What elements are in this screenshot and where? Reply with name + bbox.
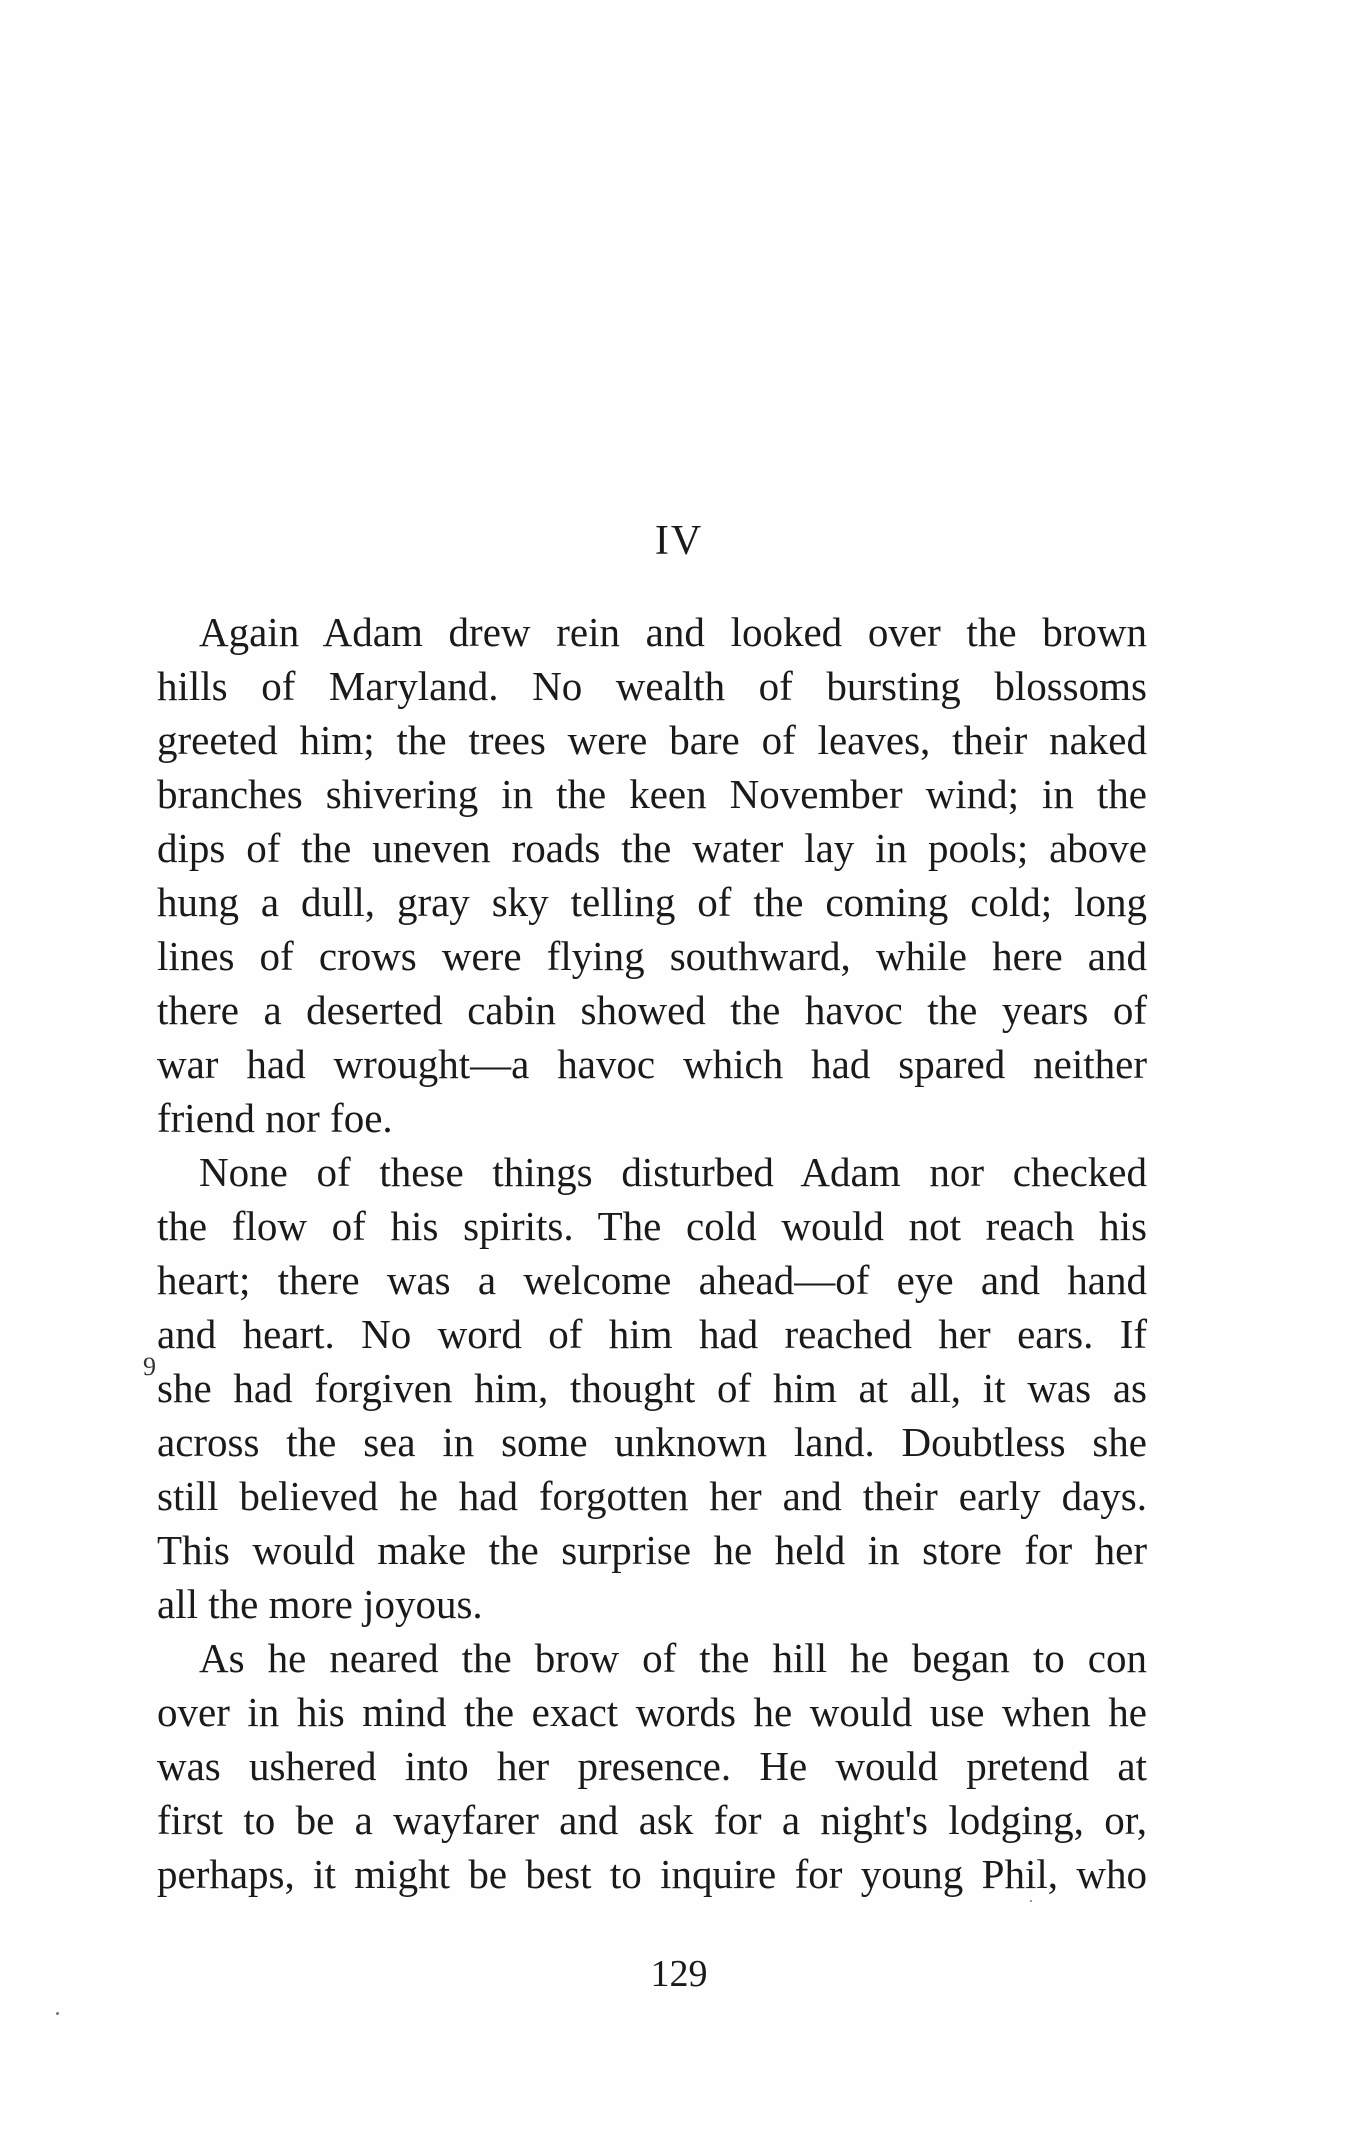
paragraph-1-line: there a deserted cabin showed the havoc the years of xyxy=(157,987,1147,1033)
paragraph-2-line: None of these things disturbed Adam nor checked xyxy=(199,1149,1147,1195)
paragraph-2-line: and heart. No word of him had reached her ears. If xyxy=(157,1311,1147,1357)
paragraph-1-line: hills of Maryland. No wealth of bursting blossoms xyxy=(157,663,1147,709)
paragraph-3-line: was ushered into her presence. He would pretend at xyxy=(157,1743,1147,1789)
paragraph-2-line: she had forgiven him, thought of him at all, it was as xyxy=(157,1365,1147,1411)
paragraph-2-line: still believed he had forgotten her and their early days. xyxy=(157,1473,1147,1519)
scan-speck xyxy=(56,2012,59,2015)
paragraph-1-line: branches shivering in the keen November wind; in the xyxy=(157,771,1147,817)
paragraph-1-line: war had wrought—a havoc which had spared neither xyxy=(157,1041,1147,1087)
body-text xyxy=(157,605,1147,1901)
paragraph-2-line: This would make the surprise he held in store for her xyxy=(157,1527,1147,1573)
paragraph-3-line: perhaps, it might be best to inquire for young Phil, who xyxy=(157,1851,1147,1897)
paragraph-1-line: friend nor foe. xyxy=(157,1095,393,1141)
paragraph-2-line: across the sea in some unknown land. Doubtless she xyxy=(157,1419,1147,1465)
paragraph-1-line: greeted him; the trees were bare of leaves, their naked xyxy=(157,717,1147,763)
paragraph-3-line: first to be a wayfarer and ask for a night's lodging, or, xyxy=(157,1797,1147,1843)
paragraph-1-line: dips of the uneven roads the water lay in pools; above xyxy=(157,825,1147,871)
paragraph-2-line: heart; there was a welcome ahead—of eye and hand xyxy=(157,1257,1147,1303)
page-number: 129 xyxy=(650,1953,708,1995)
chapter-heading: IV xyxy=(654,518,704,564)
paragraph-2-line: all the more joyous. xyxy=(157,1581,483,1627)
paragraph-1-line: Again Adam drew rein and looked over the brown xyxy=(199,609,1147,655)
paragraph-2-line: the flow of his spirits. The cold would not reach his xyxy=(157,1203,1147,1249)
paragraph-1-line: hung a dull, gray sky telling of the coming cold; long xyxy=(157,879,1147,925)
scan-speck xyxy=(1030,1900,1032,1902)
paragraph-1-line: lines of crows were flying southward, while here and xyxy=(157,933,1147,979)
paragraph-3-line: As he neared the brow of the hill he began to con xyxy=(199,1635,1147,1681)
margin-mark: 9 xyxy=(143,1352,156,1381)
paragraph-3-line: over in his mind the exact words he would use when he xyxy=(157,1689,1147,1735)
